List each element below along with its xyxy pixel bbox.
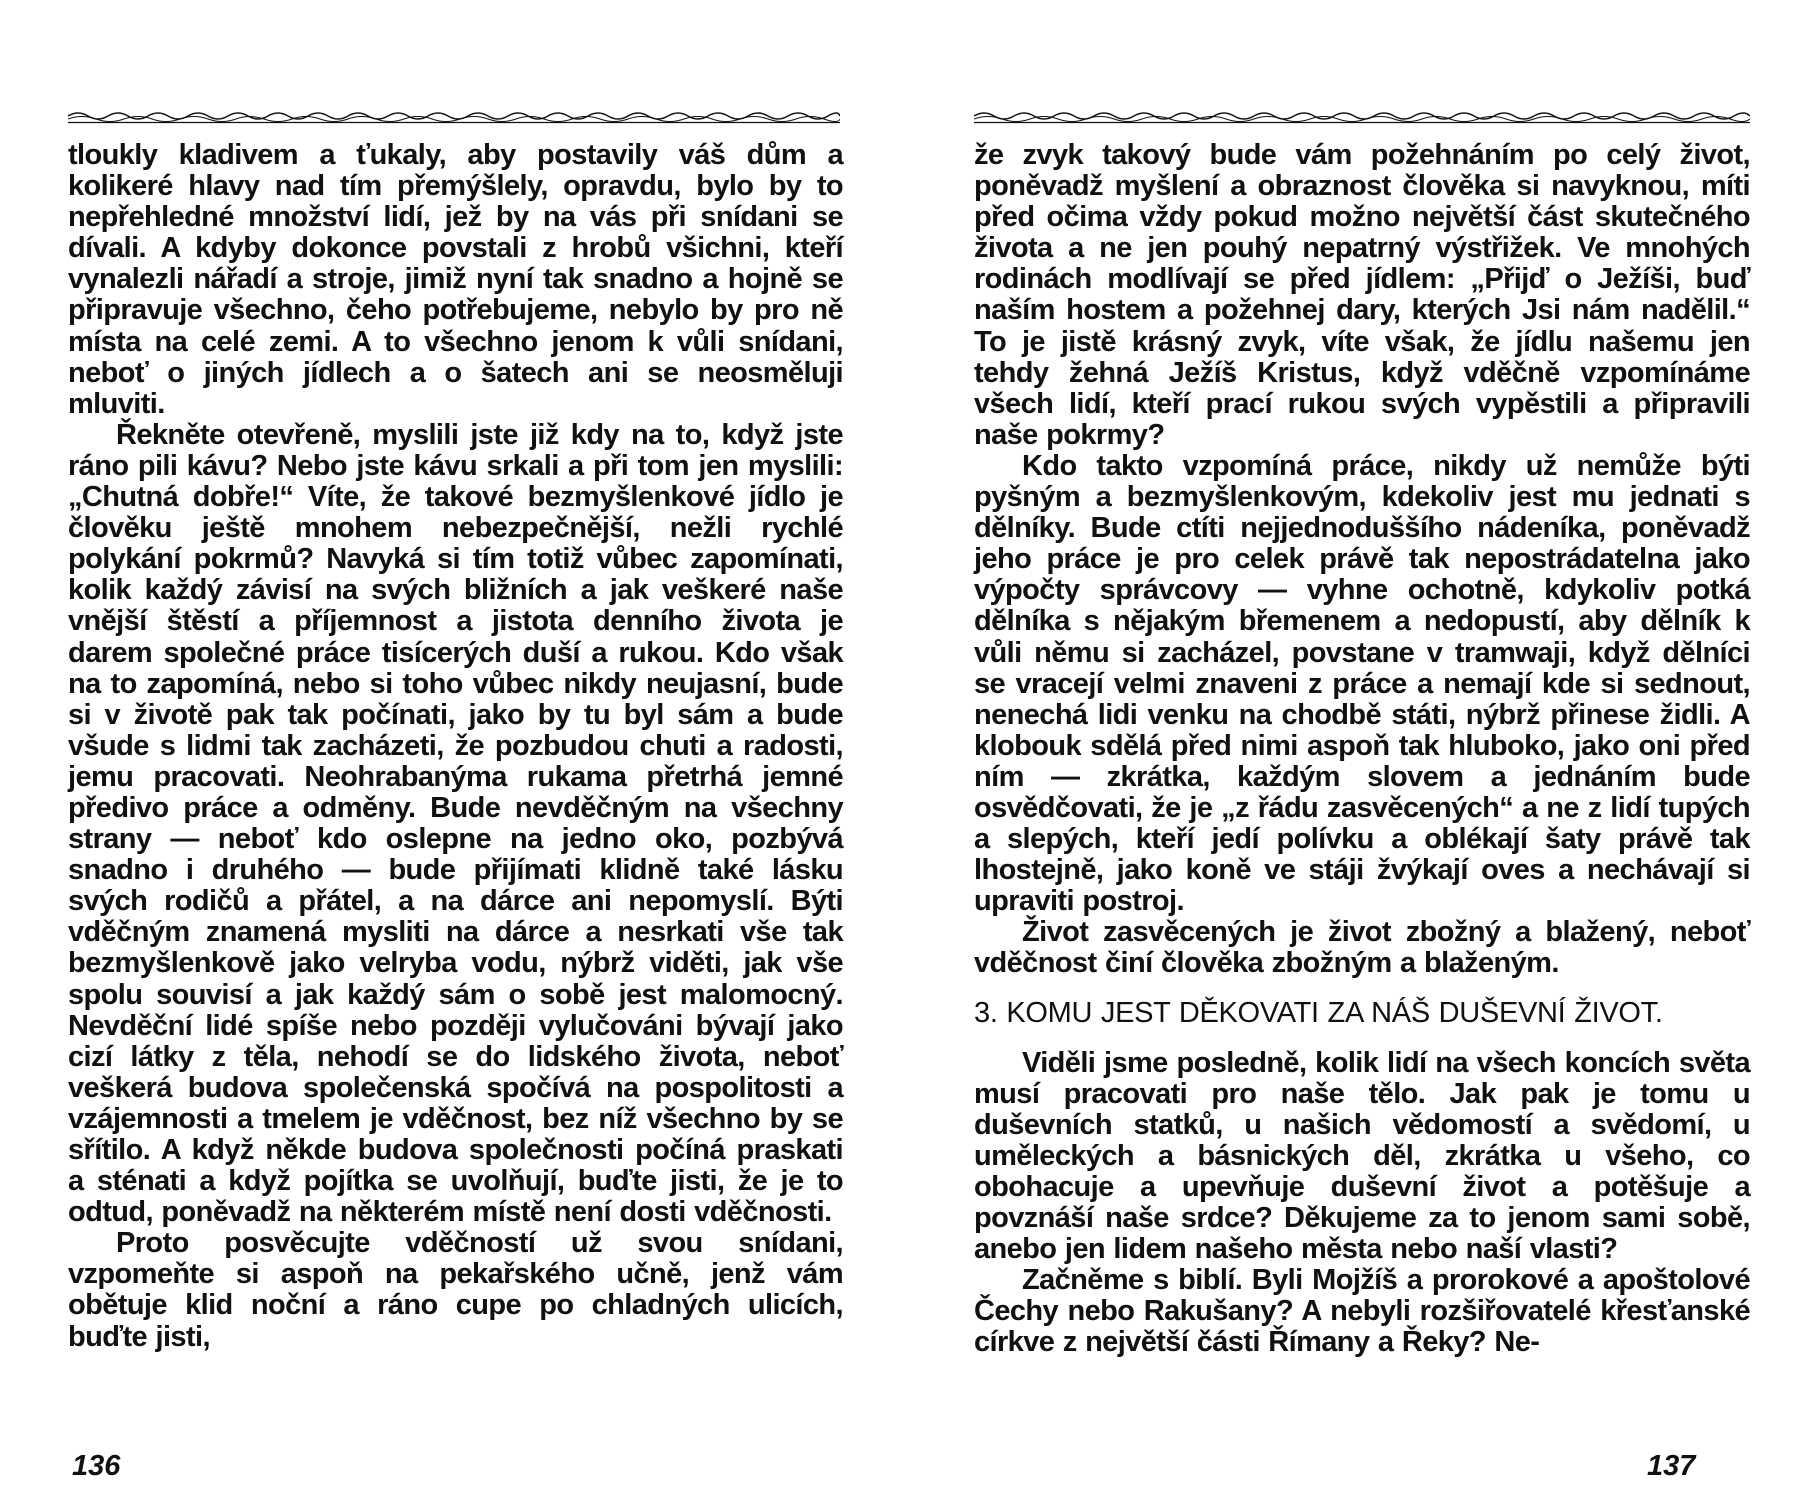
page-number: 137 [1647,1450,1696,1482]
ornament-line-icon [974,108,1750,124]
right-page-text [974,140,1750,1358]
paragraph: Kdo takto vzpomíná práce, nikdy už nemůže býti pyšným a bezmyšlenkovým, kdekoliv jest mu jednati s dělníky. Bude ctíti nejjednoduššího nádeníka, poněvadž jeho práce je pro celek právě tak nepostrádatelna jako výpočty správcovy — vyhne ochotně, kdykoliv potká dělníka s nějakým břemenem a nedopustí, aby dělník k vůli němu si zacházel, povstane v tramwaji, když dělníci se vracejí velmi znaveni z práce a nemají kde si sednout, nenechá lidi venku na chodbě státi, nýbrž přinese židli. A klobouk sdělá před nimi aspoň tak hluboko, jako oni před ním — zkrátka, každým slovem a jednáním bude osvědčovati, že je „z řádu zasvěcených“ a ne z lidí tupých a slepých, kteří jedí polívku a oblékají šaty právě tak lhostejně, jako koně ve stáji žvýkají oves a nechávají si upraviti postroj. [974,449,1750,918]
page-number: 136 [72,1450,121,1482]
paragraph: Proto posvěcujte vděčností už svou snídani, vzpomeňte si aspoň na pekařského učně, jenž vám obětuje klid noční a ráno cupe po chladných ulicích, buďte jisti, [68,1227,843,1353]
paragraph: tloukly kladivem a ťukaly, aby postavily váš dům a kolikeré hlavy nad tím přemýšlely, opravdu, bylo by to nepřehledné množství lidí, jež by na vás při snídani se dívali. A kdyby dokonce povstali z hrobů všichni, kteří vynalezli nářadí a stroje, jimiž nyní tak snadno a hojně se připravuje všechno, čeho potřebujeme, nebylo by pro ně místa na celé zemi. A to všechno jenom k vůli snídani, neboť o jiných jídlech a o šatech ani se neosměluji mluviti. [68,139,843,420]
paragraph: Začněme s biblí. Byli Mojžíš a prorokové a apoštolové Čechy nebo Rakušany? A nebyli rozšiřovatelé křesťanské církve z největší části Římany a Řeky? Ne- [974,1264,1750,1359]
right-page [900,0,1800,1500]
section-heading: 3. KOMU JEST DĚKOVATI ZA NÁŠ DUŠEVNÍ ŽIVOT. [974,996,1663,1029]
left-page-text [68,140,843,1353]
decorative-header-rule [68,108,840,124]
ornament-line-icon [68,108,840,124]
paragraph: Řekněte otevřeně, myslili jste již kdy na to, když jste ráno pili kávu? Nebo jste kávu srkali a při tom jen myslili: „Chutná dobře!“ Víte, že takové bezmyšlenkové jídlo je člověku ještě mnohem nebezpečnější, nežli rychlé polykání pokrmů? Navyká si tím totiž vůbec zapomínati, kolik každý závisí na svých bližních a jak veškeré naše vnější štěstí a příjemnost a jistota denního života je darem společné práce tisícerých duší a rukou. Kdo však na to zapomíná, nebo si toho vůbec nikdy neujasní, bude si v životě pak tak počínati, jako by tu byl sám a bude všude s lidmi tak zacházeti, že pozbudou chuti a radosti, jemu pracovati. Neohrabanýma rukama přetrhá jemné předivo práce a odměny. Bude nevděčným na všechny strany — neboť kdo oslepne na jedno oko, pozbývá snadno i druhého — bude přijímati klidně také lásku svých rodičů a přátel, a na dárce ani nepomyslí. Býti vděčným znamená mysliti na dárce a nesrkati vše tak bezmyšlenkově jako velryba vodu, nýbrž viděti, jak vše spolu souvisí a jak každý sám o sobě jest malomocný. Nevděční lidé spíše nebo později vylučováni bývají jako cizí látky z těla, nehodí se do lidského života, neboť veškerá budova společenská spočívá na pospolitosti a vzájemnosti a tmelem je vděčnost, bez níž všechno by se sřítilo. A když někde budova společnosti počíná praskati a sténati a když pojítka se uvolňují, buďte jisti, že je to odtud, poněvadž na některém místě není dosti vděčnosti. [68,418,843,1229]
paragraph: že zvyk takový bude vám požehnáním po celý život, poněvadž myšlení a obraznost člověka si navyknou, míti před očima vždy pokud možno největší část skutečného života a ne jen pouhý nepatrný výstřižek. Ve mnohých rodinách modlívají se před jídlem: „Přijď o Ježíši, buď naším hostem a požehnej dary, kterých Jsi nám nadělil.“ To je jistě krásný zvyk, víte však, že jídlu našemu jen tehdy žehná Ježíš Kristus, když vděčně vzpomínáme všech lidí, kteří prací rukou svých vypěstili a připravili naše pokrmy? [974,139,1750,451]
paragraph: Viděli jsme posledně, kolik lidí na všech koncích světa musí pracovati pro naše tělo. Jak pak je tomu u duševních statků, u našich vědomostí a svědomí, u uměleckých a básnických děl, zkrátka u všeho, co obohacuje a upevňuje duševní život a potěšuje a povznáší naše srdce? Děkujeme za to jenom sami sobě, anebo jen lidem našeho města nebo naší vlasti? [974,1046,1750,1266]
paragraph: Život zasvěcených je život zbožný a blažený, neboť vděčnost činí člověka zbožným a blaženým. [974,916,1750,980]
decorative-header-rule [974,108,1750,124]
